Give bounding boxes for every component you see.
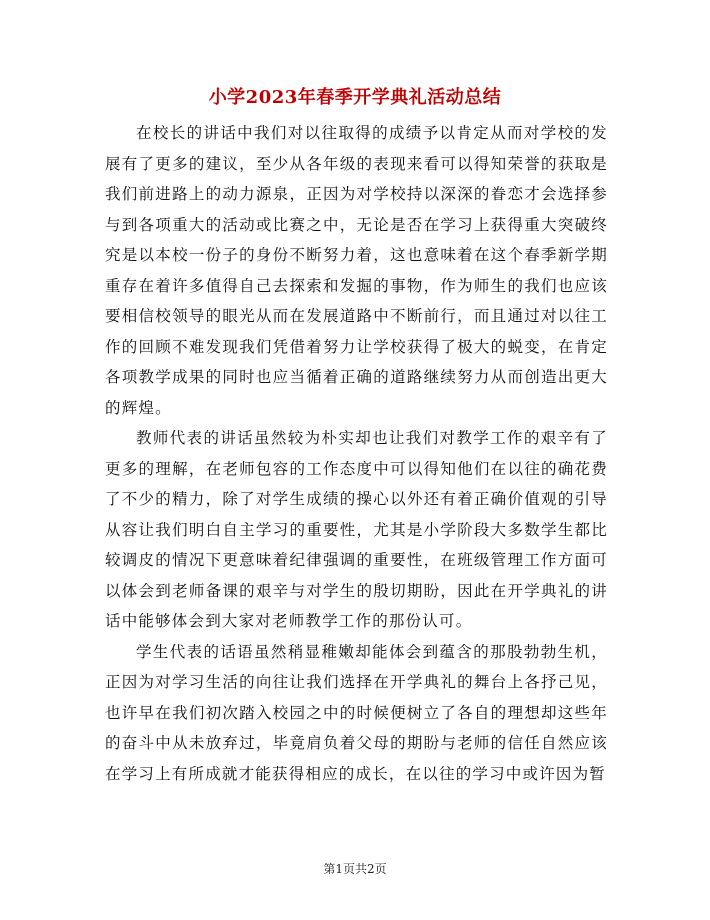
paragraph-student-speech: 学生代表的话语虽然稍显稚嫩却能体会到蕴含的那股勃勃生机，正因为对学习生活的向往让我们选择在开学典礼的舞台上各抒己见，也许早在我们初次踏入校园之中的时候便树立了各自的理想却这些年的奋斗中从未放弃过，毕竟肩负着父母的期盼与老师的信任自然应该在学习上有所成就才能获得相应的成长，在以往的学习中或许因为暂 (105, 642, 608, 783)
paragraph-teacher-speech: 教师代表的讲话虽然较为朴实却也让我们对教学工作的艰辛有了更多的理解，在老师包容的工作态度中可以得知他们在以往的确花费了不少的精力，除了对学生成绩的操心以外还有着正确价值观的引导从容让我们明白自主学习的重要性，尤其是小学阶段大多数学生都比较调皮的情况下更意味着纪律强调的重要性，在班级管理工作方面可以体会到老师备课的艰辛与对学生的殷切期盼，因此在开学典礼的讲话中能够体会到大家对老师教学工作的那份认可。 (105, 429, 608, 630)
document-body (105, 118, 608, 789)
document-title: 小学2023年春季开学典礼活动总结 (208, 87, 502, 108)
page-number-footer: 第1页共2页 (323, 862, 387, 876)
paragraph-principal-speech: 在校长的讲话中我们对以往取得的成绩予以肯定从而对学校的发展有了更多的建议，至少从各年级的表现来看可以得知荣誉的获取是我们前进路上的动力源泉，正因为对学校持以深深的眷恋才会选择参与到各项重大的活动或比赛之中，无论是否在学习上获得重大突破终究是以本校一份子的身份不断努力着，这也意味着在这个春季新学期重存在着许多值得自己去探索和发掘的事物，作为师生的我们也应该要相信校领导的眼光从而在发展道路中不断前行，而且通过对以往工作的回顾不难发现我们凭借着努力让学校获得了极大的蜕变，在肯定各项教学成果的同时也应当循着正确的道路继续努力从而创造出更大的辉煌。 (105, 124, 608, 417)
